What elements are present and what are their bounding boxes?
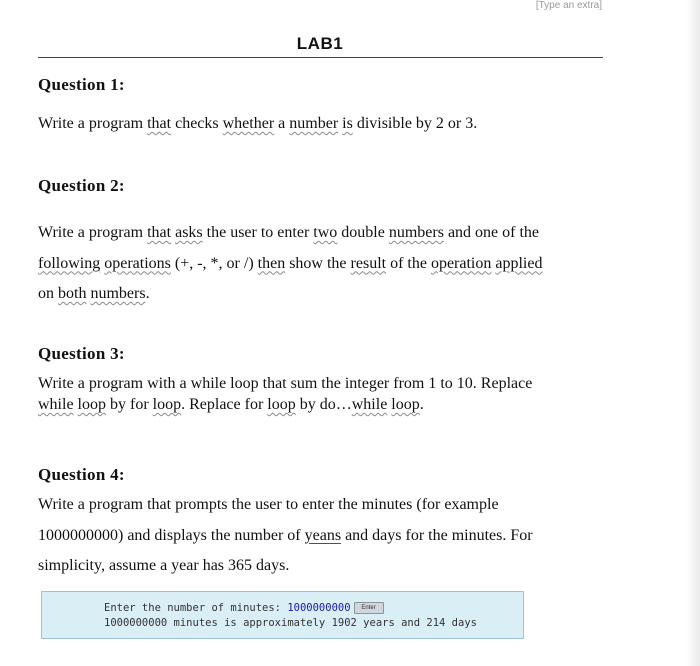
header-placeholder: [Type an extra] [535,0,602,10]
question-4-line-1: Write a program that prompts the user to enter the minutes (for example [38,496,499,513]
question-4-line-2: 1000000000) and displays the number of yeans and days for the minutes. For [38,526,533,544]
question-2-line-1: Write a program that asks the user to enter two double numbers and one of the [38,224,540,241]
console-output-sample [41,591,524,639]
question-1-heading: Question 1: [38,75,125,94]
question-3-line-1: Write a program with a while loop that sum the integer from 1 to 10. Replace [38,375,533,392]
question-3-text [38,373,598,415]
question-2-line-3: on both numbers. [38,285,150,302]
question-4-line-3: simplicity, assume a year has 365 days. [38,557,290,574]
question-2-line-2: following operations (+, -, *, or /) then show the result of the operation applied [38,254,543,272]
question-1-text: Write a program that checks whether a number is divisible by 2 or 3. [38,115,478,132]
page-edge-shadow [686,0,700,666]
question-4-heading: Question 4: [38,465,125,484]
page-title: LAB1 [296,34,344,53]
console-prompt: Enter the number of minutes: [104,602,288,614]
question-2-heading: Question 2: [38,176,125,195]
title-divider [38,57,603,58]
question-2-text [38,218,598,310]
question-3-heading: Question 3: [38,344,125,363]
question-4-text [38,490,598,582]
question-3-line-2: while loop by for loop. Replace for loop by do…while loop. [38,396,424,413]
console-input-value: 1000000000 [287,602,351,614]
enter-key-icon: Enter [354,602,384,614]
console-prompt-line [104,601,523,616]
console-result-line: 1000000000 minutes is approximately 1902 years and 214 days [104,616,477,629]
